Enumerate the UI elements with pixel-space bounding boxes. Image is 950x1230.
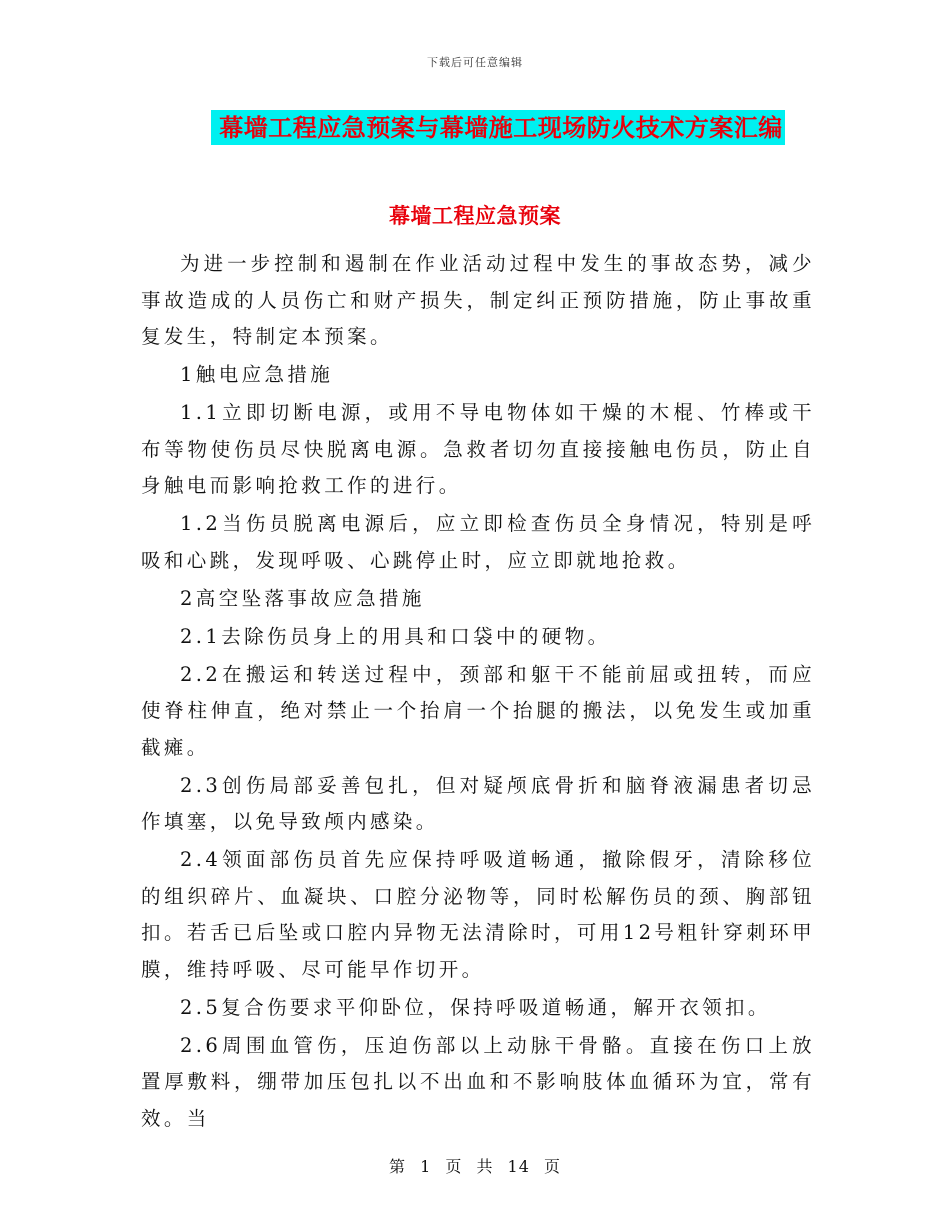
heading-electric-shock: 1触电应急措施 [180, 363, 334, 386]
paragraph-2-4: 2.4领面部伤员首先应保持呼吸道畅通，撤除假牙，清除移位的组织碎片、血凝块、口腔分泌物等，同时松解伤员的颈、胸部钮扣。若舌已后坠或口腔内异物无法清除时，可用12号粗针穿刺环甲膜，维持呼吸、尽可能早作切开。 [141, 848, 815, 981]
page-footer: 第 1 页 共 14 页 [389, 1157, 561, 1176]
paragraph-intro: 为进一步控制和遏制在作业活动过程中发生的事故态势，减少事故造成的人员伤亡和财产损失，制定纠正预防措施，防止事故重复发生，特制定本预案。 [141, 252, 815, 348]
page-header: 下载后可任意编辑 [427, 56, 523, 69]
document-title: 幕墙工程应急预案与幕墙施工现场防火技术方案汇编 [211, 110, 785, 145]
paragraph-2-3: 2.3创伤局部妥善包扎，但对疑颅底骨折和脑脊液漏患者切忌作填塞，以免导致颅内感染。 [141, 773, 815, 833]
heading-fall-accident: 2高空坠落事故应急措施 [180, 586, 425, 610]
paragraph-2-2: 2.2在搬运和转送过程中，颈部和躯干不能前屈或扭转，而应使脊柱伸直，绝对禁止一个抬肩一个抬腿的搬法，以免发生或加重截瘫。 [141, 662, 815, 759]
section-title: 幕墙工程应急预案 [389, 203, 561, 228]
paragraph-2-5: 2.5复合伤要求平仰卧位，保持呼吸道畅通，解开衣领扣。 [180, 995, 771, 1019]
paragraph-2-1: 2.1去除伤员身上的用具和口袋中的硬物。 [180, 624, 611, 648]
paragraph-2-6: 2.6周围血管伤，压迫伤部以上动脉干骨骼。直接在伤口上放置厚敷料，绷带加压包扎以不出血和不影响肢体血循环为宜，常有效。当 [141, 1033, 815, 1130]
document-title-container [0, 110, 950, 145]
document-body [141, 246, 815, 1139]
paragraph-1-1: 1.1立即切断电源，或用不导电物体如干燥的木棍、竹棒或干布等物使伤员尽快脱离电源。急救者切勿直接接触电伤员，防止自身触电而影响抢救工作的进行。 [141, 401, 815, 497]
paragraph-1-2: 1.2当伤员脱离电源后，应立即检查伤员全身情况，特别是呼吸和心跳，发现呼吸、心跳停止时，应立即就地抢救。 [141, 512, 815, 572]
